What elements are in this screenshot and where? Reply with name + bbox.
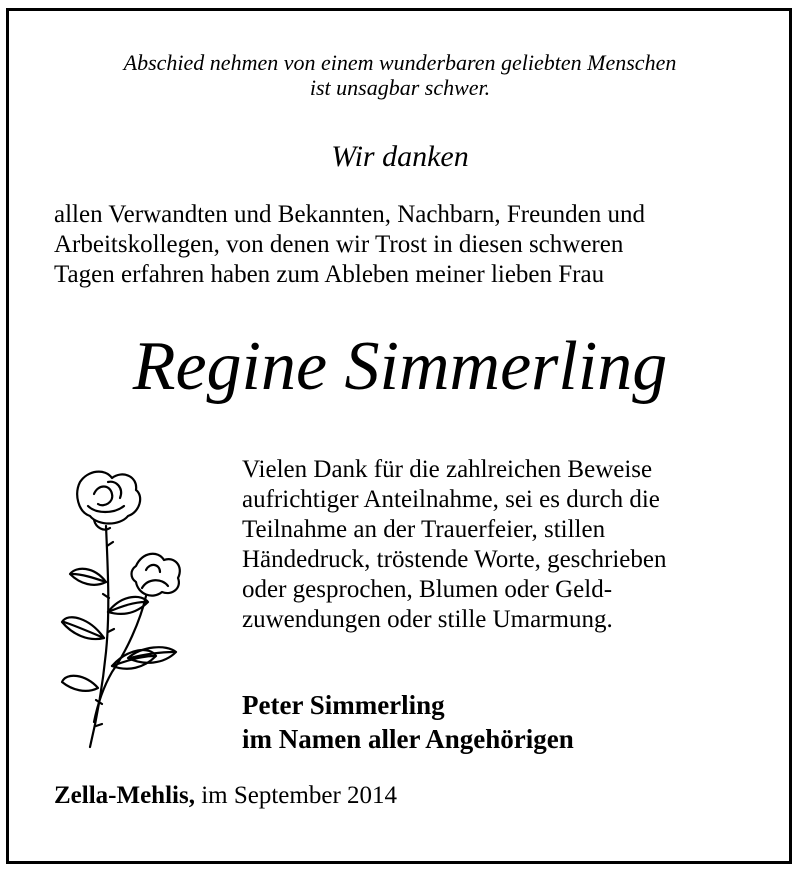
thanks-paragraph [242, 455, 749, 635]
rose-icon [50, 462, 200, 752]
body-line: allen Verwandten und Bekannten, Nachbarn, Freunden und [54, 201, 646, 228]
intro-text [40, 50, 760, 100]
thanks-line: aufrichtiger Anteilnahme, sei es durch die [242, 486, 660, 513]
signature-subtitle: im Namen aller Angehörigen [242, 724, 574, 754]
signature-name: Peter Simmerling [242, 690, 445, 720]
thanks-line: Händedruck, tröstende Worte, geschrieben [242, 546, 667, 573]
intro-line: ist unsagbar schwer. [309, 75, 491, 100]
intro-line: Abschied nehmen von einem wunderbaren geliebten Menschen [123, 50, 677, 75]
deceased-name: Regine Simmerling [132, 328, 668, 405]
body-line: Arbeitskollegen, von denen wir Trost in diesen schweren [54, 231, 624, 258]
signature [242, 688, 574, 756]
place-city: Zella-Mehlis, [54, 782, 195, 809]
thanks-line: zuwendungen oder stille Umarmung. [242, 606, 613, 633]
thanks-heading: Wir danken [331, 140, 469, 173]
place-date-text: im September 2014 [201, 782, 398, 809]
body-line: Tagen erfahren haben zum Ableben meiner lieben Frau [54, 261, 605, 288]
thanks-line: oder gesprochen, Blumen oder Geld- [242, 576, 613, 603]
thanks-line: Vielen Dank für die zahlreichen Beweise [242, 456, 653, 483]
thanks-line: Teilnahme an der Trauerfeier, stillen [242, 516, 606, 543]
place-date [54, 782, 397, 810]
body-text [54, 200, 748, 290]
